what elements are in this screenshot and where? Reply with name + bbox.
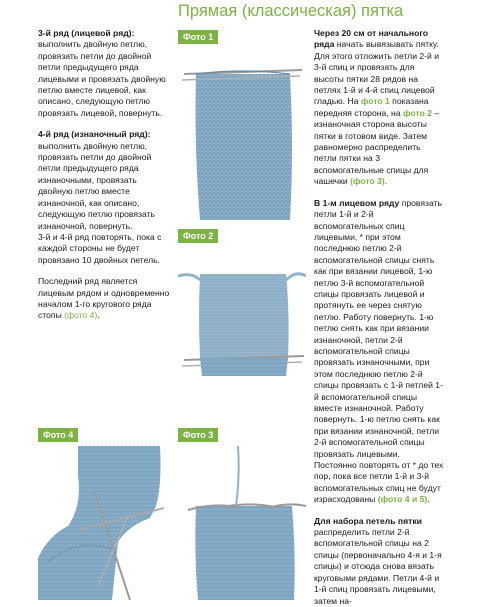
intro-ref-photo1: фото 1 bbox=[360, 96, 390, 107]
photo4-heel-turned bbox=[38, 446, 170, 600]
row1-paragraph bbox=[314, 198, 444, 506]
row4-repeat: 3-й и 4-й ряд повторять, пока с каждой стороны не будет провязано 10 двойных петель. bbox=[38, 231, 162, 265]
row1-text-2: . bbox=[427, 494, 430, 505]
row1-text-1: провязать петли 1-й и 2-й вспомогательных спиц лицевыми, * при этом последнюю петлю 2-й вспомогательной спицы снять как при вязании лицевой, 1-ю петлю 3-й вспомогательной спицы провязать лицевой и протянуть ее через снятую петлю. Работу повернуть. 1-ю петлю снять как при вязании изнаночной, петли 2-й вспомогательной спицы провязать изнаночными, при этом последнюю петлю 2-й спицы провязать с 1-й петлей 1-й вспомогательной спицы вместе изнаночной. Работу повернуть. 1-ю петлю снять как при вязании изнаночной, петли 2-й вспомогательной спицы провязать лицевыми. Постоянно повторять от * до тех пор, пока все петли 1-й и 3-й вспомогательных спиц не будут израсходованы bbox=[314, 197, 444, 505]
last-row-text: Последний ряд является лицевым рядом и одновременно началом 1-го кругового ряда стопы bbox=[38, 276, 170, 321]
gusset-paragraph bbox=[314, 516, 444, 607]
row3-paragraph bbox=[38, 28, 170, 119]
photo3-label: Фото 3 bbox=[178, 428, 218, 442]
gusset-lead: Для набора петель пятки bbox=[314, 515, 422, 526]
right-text-column bbox=[314, 28, 444, 607]
row3-title: 3-й ряд (лицевой ряд): bbox=[38, 28, 135, 38]
photo4-label: Фото 4 bbox=[38, 428, 78, 442]
row4-body: выполнить двойную петлю, провязать петли до двойной петли предыдущего ряда изнаночными, провязать двойную петлю вместе изнаночной, как описано, следующую петлю провязать изнаночной, повернуть. bbox=[38, 140, 155, 231]
row1-lead: В 1-м лицевом ряду bbox=[314, 197, 400, 208]
photo2-knitting-illustration bbox=[178, 246, 306, 414]
photo1-label: Фото 1 bbox=[178, 30, 218, 44]
photo1-heel-front bbox=[178, 48, 306, 220]
intro-text-3: – изнаночная сторона высоты пятки в готовом виде. Затем равномерно распределить петли пятки на 3 вспомогательные спицы для чашечки bbox=[314, 107, 440, 187]
gusset-text: распределить петли 2-й вспомогательной спицы на 2 спицы (первоначально 4-я и 1-я спицы) и отсюда снова вязать круговыми рядами. Петли 4-й и 1-й спиц провязать лицевыми, затем на- bbox=[314, 527, 442, 606]
photo4-knitting-illustration bbox=[38, 446, 170, 600]
intro-ref-photo3: (фото 3) bbox=[350, 176, 385, 187]
photo2-label: Фото 2 bbox=[178, 229, 218, 243]
intro-text-1: начать вывязывать пятку. Для этого отложить петли 2-й и 3-й спиц и провязать для высоты пятки 28 рядов на петлях 1-й и 4-й спиц лицевой гладью. На bbox=[314, 39, 440, 107]
last-row-end: . bbox=[97, 310, 100, 321]
page-title: Прямая (классическая) пятка bbox=[178, 2, 404, 20]
row4-paragraph bbox=[38, 129, 170, 266]
intro-text-2: показана передняя сторона, на bbox=[314, 96, 429, 118]
left-text-column bbox=[38, 28, 170, 322]
row1-ref-photo45: (фото 4 и 5) bbox=[377, 494, 428, 505]
last-row-photo-ref: (фото 4) bbox=[64, 310, 98, 321]
photo2-heel-back bbox=[178, 246, 306, 414]
photo3-heel-cup bbox=[178, 446, 308, 600]
intro-ref-photo2: фото 2 bbox=[402, 107, 432, 118]
row4-title: 4-й ряд (изнаночный ряд): bbox=[38, 129, 151, 140]
intro-text-4: . bbox=[384, 176, 388, 187]
row3-body: выполнить двойную петлю, провязать петли до двойной петли предыдущего ряда лицевыми и провязать двойную петлю вместе лицевой, как описано, следующую петлю провязать лицевой, повернуть. bbox=[38, 39, 166, 118]
photo1-knitting-illustration bbox=[178, 48, 306, 220]
intro-paragraph bbox=[314, 28, 444, 188]
last-row-paragraph bbox=[38, 276, 170, 322]
photo3-knitting-illustration bbox=[178, 446, 308, 600]
intro-lead: Через 20 см от начального ряда bbox=[314, 28, 429, 50]
